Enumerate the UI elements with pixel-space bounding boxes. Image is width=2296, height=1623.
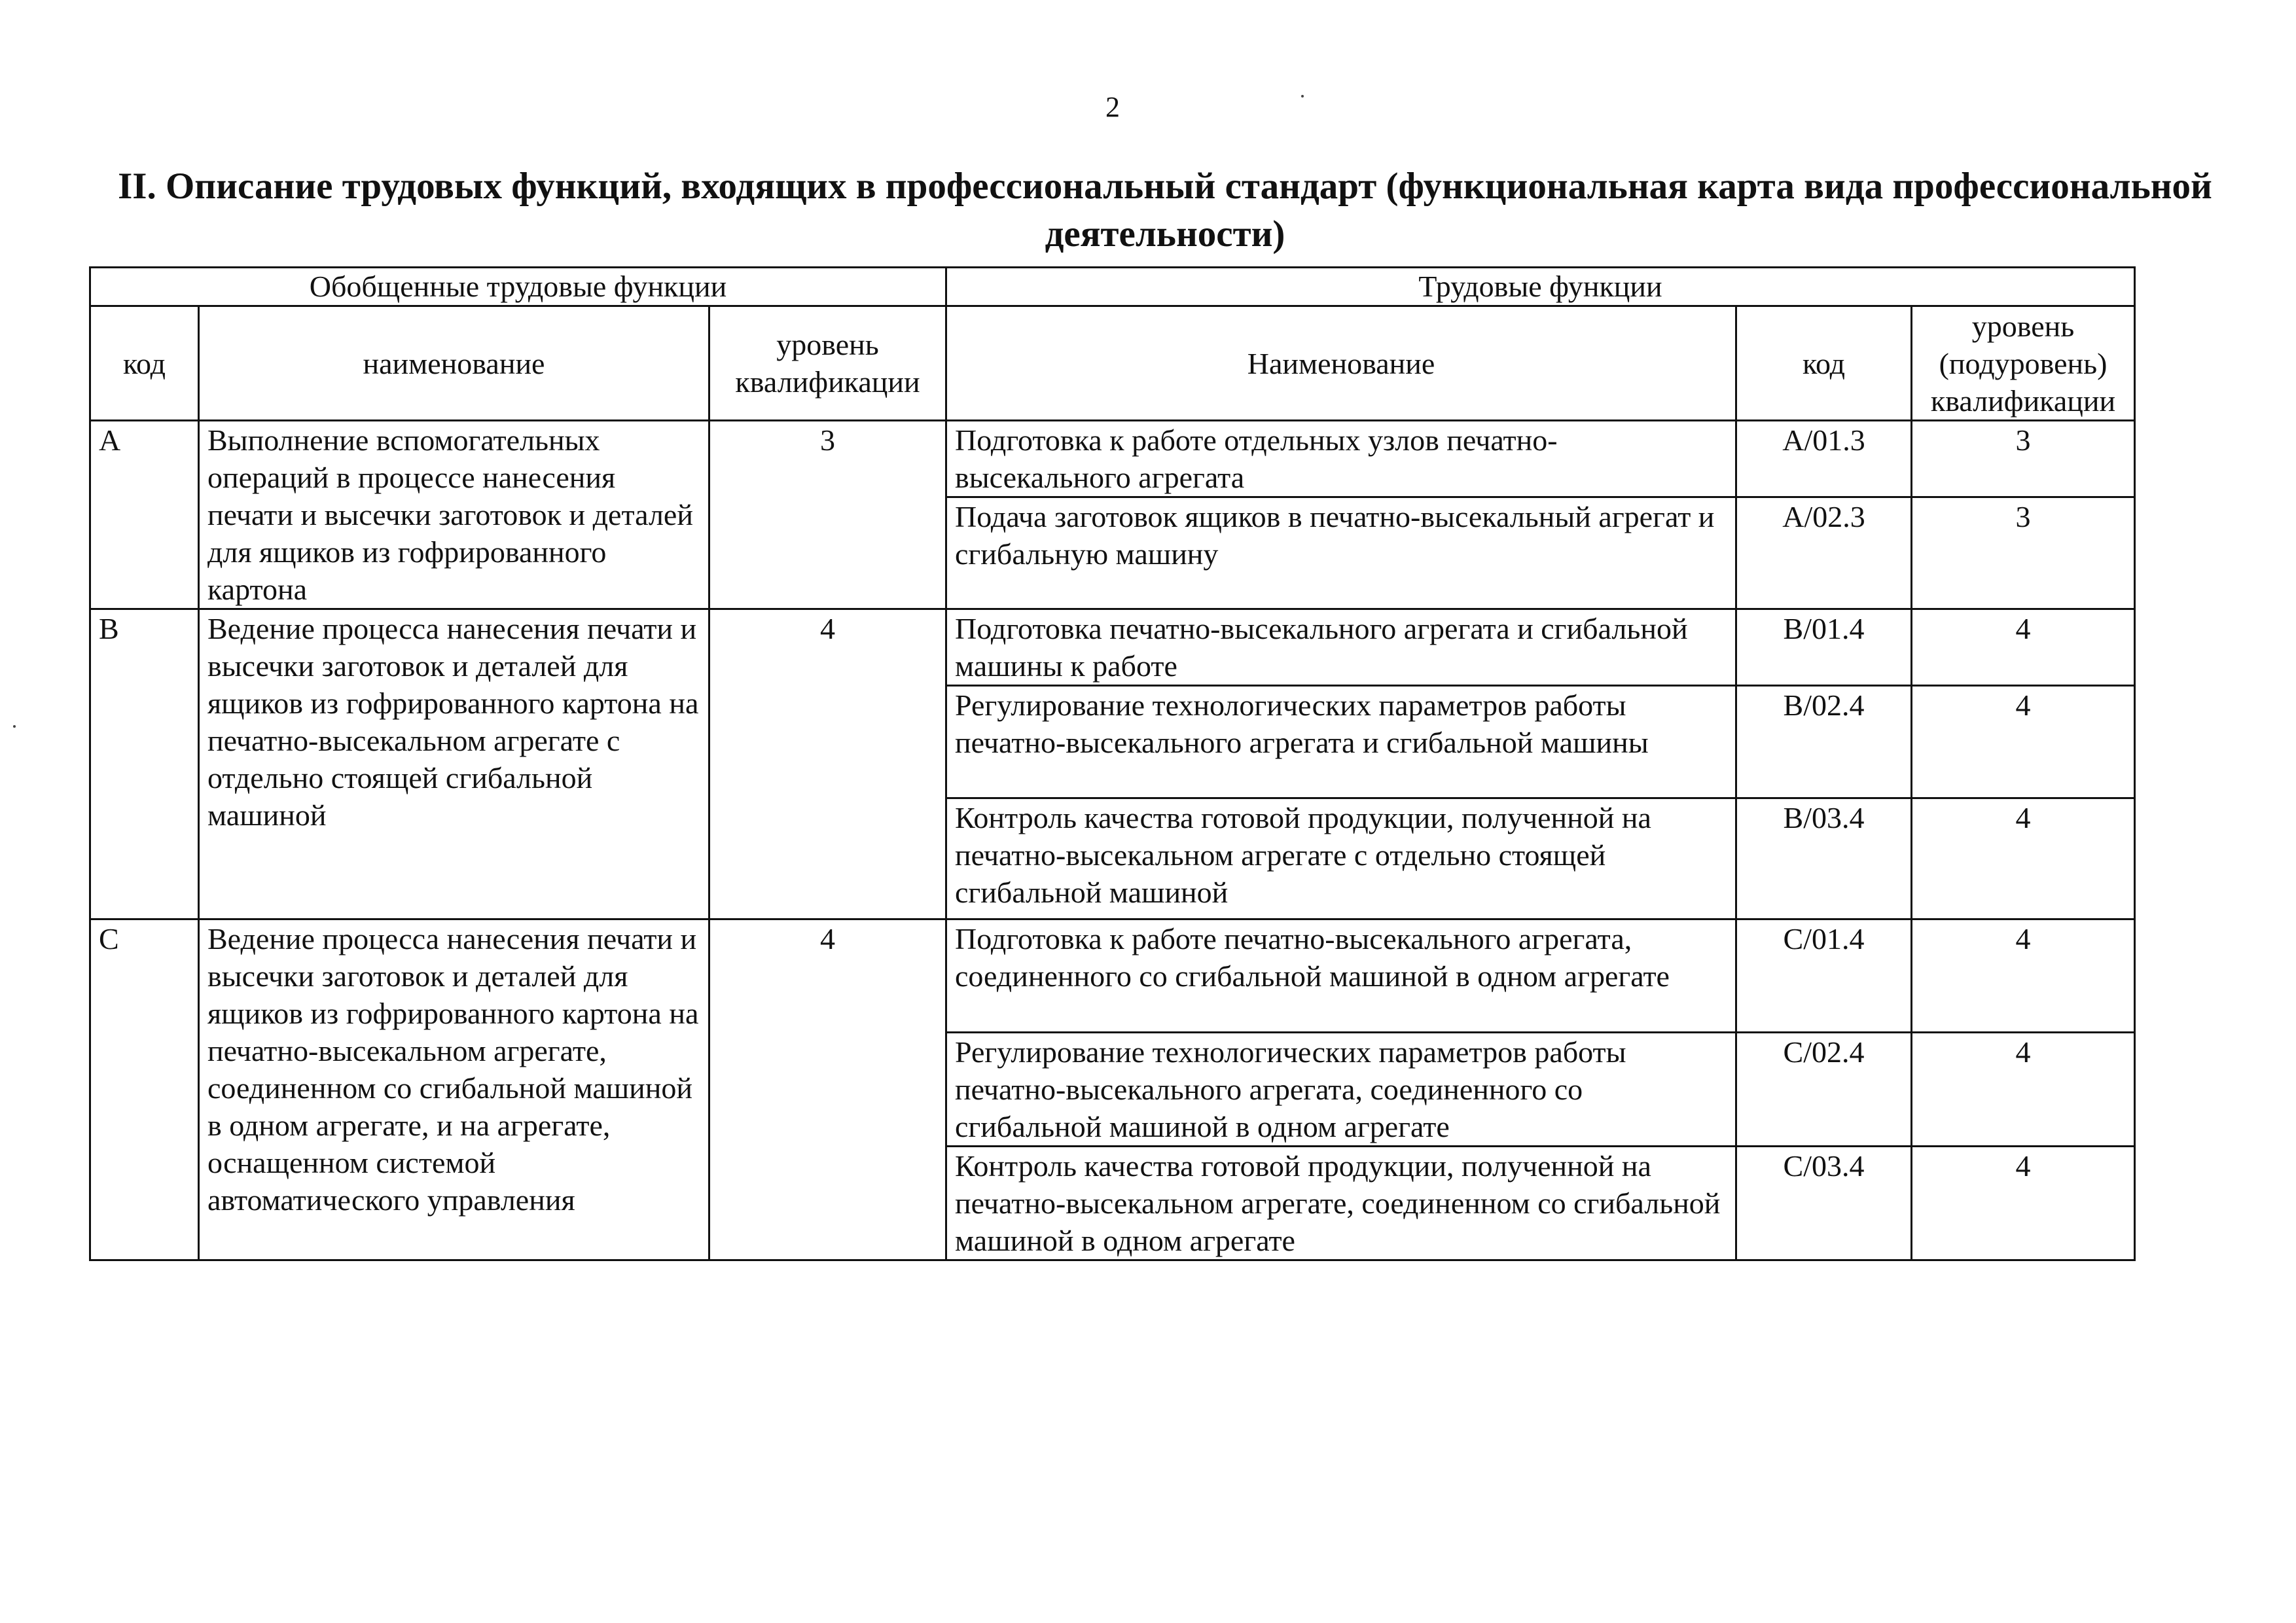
function-code: C/01.4: [1736, 919, 1912, 1033]
function-code: B/01.4: [1736, 609, 1912, 686]
function-name: Контроль качества готовой продукции, полученной на печатно-высекальном агрегате, соединенном со сгибальной машиной в одном агрегате: [946, 1147, 1736, 1260]
function-name: Подготовка печатно-высекального агрегата и сгибальной машины к работе: [946, 609, 1736, 686]
group-code: C: [90, 919, 199, 1260]
header-generalized-functions: Обобщенные трудовые функции: [90, 268, 946, 306]
function-code: A/01.3: [1736, 421, 1912, 497]
group-level: 4: [709, 919, 946, 1260]
table-row: [90, 919, 2135, 1033]
group-header-row: [90, 268, 2135, 306]
header-function-name: Наименование: [946, 306, 1736, 421]
scan-speck: [1301, 95, 1304, 98]
function-level: 3: [1912, 421, 2135, 497]
function-name: Подача заготовок ящиков в печатно-высекальный агрегат и сгибальную машину: [946, 497, 1736, 609]
function-level: 4: [1912, 1033, 2135, 1147]
function-level: 4: [1912, 919, 2135, 1033]
function-level: 4: [1912, 1147, 2135, 1260]
function-level: 3: [1912, 497, 2135, 609]
function-name: Подготовка к работе отдельных узлов печатно-высекального агрегата: [946, 421, 1736, 497]
function-level: 4: [1912, 686, 2135, 798]
function-name: Регулирование технологических параметров работы печатно-высекального агрегата и сгибальной машины: [946, 686, 1736, 798]
group-name: Ведение процесса нанесения печати и высечки заготовок и деталей для ящиков из гофрированного картона на печатно-высекальном агрегате с отдельно стоящей сгибальной машиной: [199, 609, 709, 919]
group-name: Ведение процесса нанесения печати и высечки заготовок и деталей для ящиков из гофрированного картона на печатно-высекальном агрегате, соединенном со сгибальной машиной в одном агрегате, и на агрегате, оснащенном системой автоматического управления: [199, 919, 709, 1260]
function-code: B/02.4: [1736, 686, 1912, 798]
header-labor-functions: Трудовые функции: [946, 268, 2135, 306]
group-code: B: [90, 609, 199, 919]
header-function-level: уровень (подуровень) квалификации: [1912, 306, 2135, 421]
function-code: C/03.4: [1736, 1147, 1912, 1260]
page-title: II. Описание трудовых функций, входящих в профессиональный стандарт (функциональная карта вида профессиональной деятельности): [118, 166, 2212, 255]
table-row: [90, 609, 2135, 686]
group-code: A: [90, 421, 199, 609]
function-name: Подготовка к работе печатно-высекального агрегата, соединенного со сгибальной машиной в одном агрегате: [946, 919, 1736, 1033]
table-row: [90, 421, 2135, 497]
column-header-row: [90, 306, 2135, 421]
header-level: уровень квалификации: [709, 306, 946, 421]
function-level: 4: [1912, 609, 2135, 686]
function-code: B/03.4: [1736, 798, 1912, 919]
group-level: 3: [709, 421, 946, 609]
page-number: 2: [1105, 91, 1120, 123]
functional-map-table: [89, 266, 2136, 1261]
group-level: 4: [709, 609, 946, 919]
function-code: A/02.3: [1736, 497, 1912, 609]
header-function-code: код: [1736, 306, 1912, 421]
function-code: C/02.4: [1736, 1033, 1912, 1147]
function-level: 4: [1912, 798, 2135, 919]
scan-speck: [13, 725, 16, 728]
header-name: наименование: [199, 306, 709, 421]
header-code: код: [90, 306, 199, 421]
function-name: Регулирование технологических параметров работы печатно-высекального агрегата, соединенного со сгибальной машиной в одном агрегате: [946, 1033, 1736, 1147]
function-name: Контроль качества готовой продукции, полученной на печатно-высекальном агрегате с отдельно стоящей сгибальной машиной: [946, 798, 1736, 919]
group-name: Выполнение вспомогательных операций в процессе нанесения печати и высечки заготовок и деталей для ящиков из гофрированного картона: [199, 421, 709, 609]
